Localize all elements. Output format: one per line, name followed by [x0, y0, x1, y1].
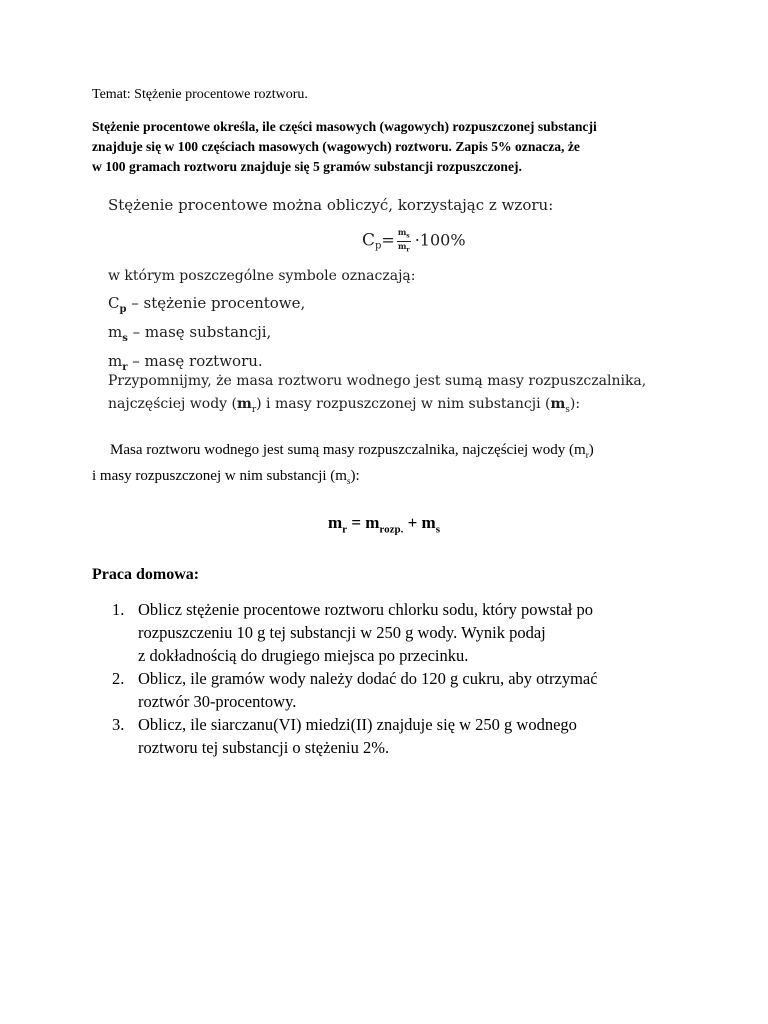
- task-number: 2.: [112, 669, 125, 688]
- note-text: ):: [569, 396, 581, 412]
- equation-symbol: m: [365, 513, 380, 532]
- symbol-definition: [108, 321, 305, 350]
- equation-sub: s: [435, 523, 440, 536]
- mass-sub: r: [585, 450, 589, 460]
- symbol-description: – masę substancji,: [127, 323, 272, 341]
- definition-line: w 100 gramach roztworu znajduje się 5 gramów substancji rozpuszczonej.: [92, 159, 522, 174]
- numerator-sub: s: [406, 232, 410, 240]
- definition-paragraph: [92, 117, 682, 177]
- symbol-description: – masę roztworu.: [127, 352, 263, 370]
- homework-task-list: [92, 598, 652, 759]
- equation-equals: =: [347, 513, 366, 532]
- note-text: ) i masy rozpuszczonej w nim substancji (: [256, 396, 551, 412]
- task-line: z dokładnością do drugiego miejsca po przecinku.: [138, 646, 469, 665]
- note-symbol-sub: r: [251, 404, 257, 415]
- mass-text: Masa roztworu wodnego jest sumą masy rozpuszczalnika, najczęściej wody (m: [110, 442, 586, 458]
- fraction-denominator: [397, 242, 411, 255]
- fraction-numerator: [397, 228, 411, 242]
- note-symbol: m: [550, 396, 566, 412]
- task-line: roztwór 30-procentowy.: [138, 692, 297, 711]
- note-symbol-sub: s: [565, 404, 570, 415]
- task-line: roztworu tej substancji o stężeniu 2%.: [138, 738, 390, 757]
- mass-text: ):: [350, 468, 360, 484]
- formula-fraction: [397, 228, 411, 254]
- symbol: m: [108, 323, 123, 341]
- scan-reminder-note: [108, 370, 668, 422]
- symbol-sub: p: [119, 304, 127, 315]
- equation-symbol: m: [328, 513, 343, 532]
- homework-heading: Praca domowa:: [92, 566, 200, 583]
- symbol: C: [108, 294, 120, 312]
- definition-line: znajduje się w 100 częściach masowych (wagowych) roztworu. Zapis 5% oznacza, że: [92, 139, 580, 154]
- symbol-definition: [108, 292, 305, 321]
- mass-text: ): [588, 442, 594, 458]
- denominator-sub: r: [406, 246, 410, 254]
- formula-equals: =: [381, 230, 395, 250]
- topic-heading: Temat: Stężenie procentowe roztworu.: [92, 87, 308, 102]
- mass-equation: [0, 513, 768, 535]
- formula-lhs: C: [362, 230, 376, 251]
- mass-text: i masy rozpuszczonej w nim substancji (m: [92, 468, 347, 484]
- mass-sub: s: [346, 476, 351, 486]
- task-line: Oblicz, ile siarczanu(VI) miedzi(II) znajduje się w 250 g wodnego: [138, 715, 577, 734]
- equation-symbol: m: [421, 513, 436, 532]
- equation-plus: +: [403, 513, 422, 532]
- equation-sub: rozp.: [379, 523, 404, 536]
- symbol-description: – stężenie procentowe,: [126, 294, 306, 312]
- formula-factor: ·100%: [414, 230, 466, 250]
- note-text: najczęściej wody (: [108, 396, 237, 412]
- percent-concentration-formula: [362, 228, 466, 254]
- symbol: m: [108, 352, 123, 370]
- task-number: 3.: [112, 715, 125, 734]
- formula-lhs-sub: p: [375, 240, 382, 252]
- task-line: Oblicz, ile gramów wody należy dodać do 120 g cukru, aby otrzymać: [138, 669, 598, 688]
- equation-sub: r: [342, 523, 348, 536]
- solution-mass-paragraph: [92, 440, 682, 492]
- denominator-symbol: m: [397, 240, 407, 251]
- symbol-sub: s: [122, 333, 128, 344]
- note-symbol: m: [236, 396, 252, 412]
- symbol-sub: r: [122, 362, 128, 373]
- definition-line: Stężenie procentowe określa, ile części masowych (wagowych) rozpuszczonej substancji: [92, 119, 597, 134]
- task-number: 1.: [112, 600, 125, 619]
- symbols-intro: w którym poszczególne symbole oznaczają:: [108, 268, 416, 284]
- symbol-definitions: [108, 292, 305, 379]
- homework-task: [92, 667, 652, 713]
- task-line: Oblicz stężenie procentowe roztworu chlorku sodu, który powstał po: [138, 600, 593, 619]
- task-line: rozpuszczeniu 10 g tej substancji w 250 g wody. Wynik podaj: [138, 623, 546, 642]
- homework-task: [92, 598, 652, 667]
- numerator-symbol: m: [397, 227, 407, 237]
- homework-task: [92, 713, 652, 759]
- note-line: Przypomnijmy, że masa roztworu wodnego jest sumą masy rozpuszczalnika,: [108, 373, 647, 389]
- formula-intro: Stężenie procentowe można obliczyć, korzystając z wzoru:: [108, 196, 554, 214]
